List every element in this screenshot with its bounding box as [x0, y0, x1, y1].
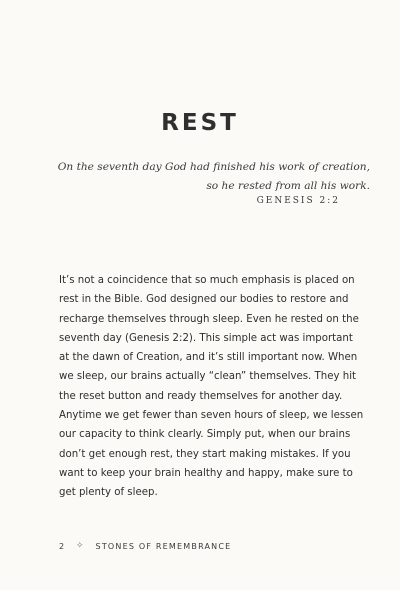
- chapter-title: REST: [161, 110, 239, 136]
- body-line: want to keep your brain healthy and happy, make sure to: [59, 467, 353, 479]
- body-line: the reset button and ready themselves for another day.: [59, 390, 343, 402]
- epigraph-line: so he rested from all his work.: [206, 180, 370, 192]
- body-line: seventh day (Genesis 2:2). This simple act was important: [59, 332, 353, 344]
- body-line: at the dawn of Creation, and it’s still important now. When: [59, 352, 358, 364]
- body-line: get plenty of sleep.: [59, 487, 158, 499]
- body-line: we sleep, our brains actually “clean” themselves. They hit: [59, 371, 357, 383]
- epigraph-quote: [40, 158, 370, 196]
- diamond-ornament-icon: ✧: [76, 541, 85, 551]
- body-line: our capacity to think clearly. Simply put, when our brains: [59, 429, 351, 441]
- epigraph-line: On the seventh day God had finished his work of creation,: [57, 161, 370, 173]
- body-line: It’s not a coincidence that so much emphasis is placed on: [59, 275, 355, 286]
- body-line: Anytime we get fewer than seven hours of sleep, we lessen: [59, 410, 364, 422]
- epigraph-reference: GENESIS 2:2: [256, 196, 340, 206]
- page-footer: [59, 541, 231, 551]
- body-line: recharge themselves through sleep. Even he rested on the: [59, 313, 359, 325]
- body-line: rest in the Bible. God designed our bodies to restore and: [59, 294, 349, 306]
- body-line: don’t get enough rest, they start making mistakes. If you: [59, 448, 351, 460]
- running-title: STONES OF REMEMBRANCE: [95, 541, 232, 551]
- page-number: 2: [59, 541, 66, 551]
- body-paragraph: [59, 271, 379, 503]
